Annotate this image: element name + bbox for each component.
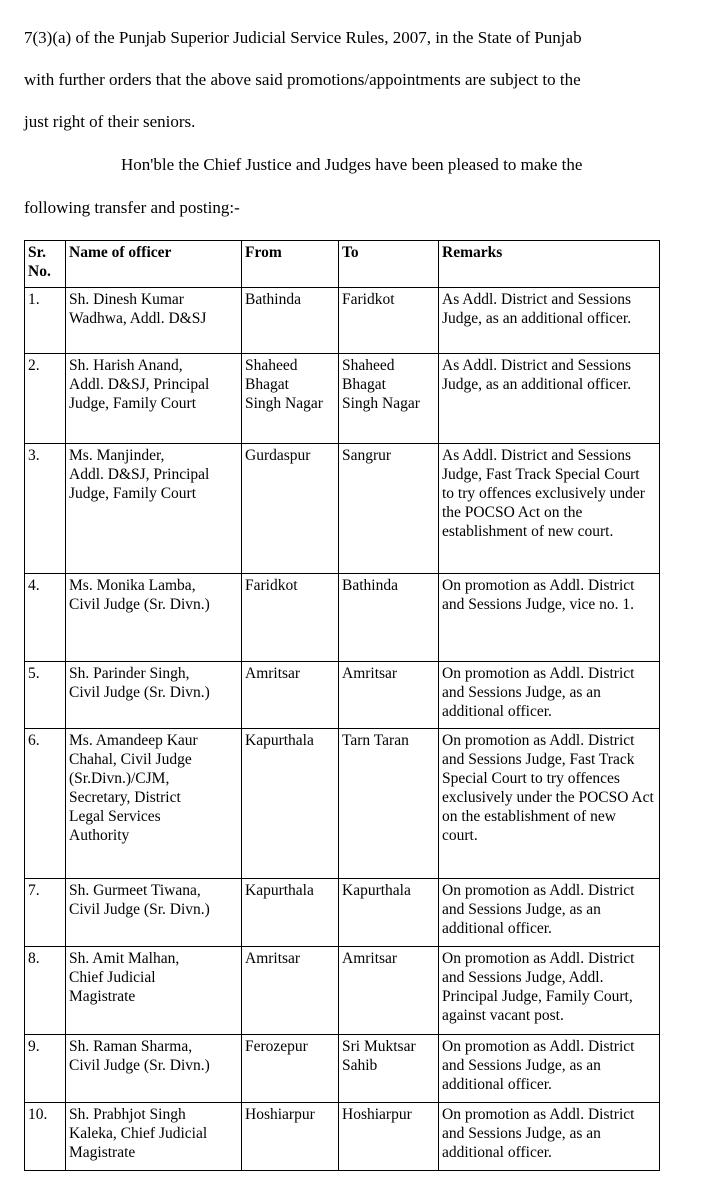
order-line-1: Hon'ble the Chief Justice and Judges have been pleased to make the: [121, 155, 583, 174]
cell-officer-name: [66, 1103, 242, 1171]
table-body: [25, 288, 660, 1171]
cell-line: Bathinda: [245, 291, 301, 308]
header-remarks: Remarks: [439, 241, 660, 288]
cell-line: Addl. D&SJ, Principal: [69, 466, 210, 483]
cell-from: [242, 947, 339, 1035]
cell-remarks: As Addl. District and Sessions Judge, Fast Track Special Court to try offences exclusively under the POCSO Act on the establishment of new court.: [439, 444, 660, 574]
cell-line: Judge, Family Court: [69, 485, 197, 502]
transfer-posting-table: [24, 240, 660, 1171]
cell-to: [339, 662, 439, 729]
cell-to: [339, 947, 439, 1035]
table-row: [25, 879, 660, 947]
cell-to: [339, 1035, 439, 1103]
cell-to: [339, 444, 439, 574]
cell-to: [339, 879, 439, 947]
cell-line: Singh Nagar: [342, 395, 420, 412]
cell-line: Kaleka, Chief Judicial: [69, 1125, 208, 1142]
cell-line: Kapurthala: [342, 882, 411, 899]
cell-line: Sh. Raman Sharma,: [69, 1038, 193, 1055]
intro-line-1: 7(3)(a) of the Punjab Superior Judicial Service Rules, 2007, in the State of Punjab: [24, 28, 582, 47]
header-name: Name of officer: [66, 241, 242, 288]
cell-to: [339, 354, 439, 444]
cell-line: Authority: [69, 827, 130, 844]
cell-line: Amritsar: [245, 665, 301, 682]
cell-line: Shaheed: [342, 357, 395, 374]
cell-line: Ms. Manjinder,: [69, 447, 165, 464]
cell-officer-name: [66, 947, 242, 1035]
cell-line: Amritsar: [342, 950, 398, 967]
header-from: From: [242, 241, 339, 288]
cell-line: Civil Judge (Sr. Divn.): [69, 684, 210, 701]
cell-from: [242, 574, 339, 662]
cell-sr-no: 1.: [25, 288, 66, 354]
table-row: [25, 1035, 660, 1103]
cell-sr-no: 3.: [25, 444, 66, 574]
cell-line: Singh Nagar: [245, 395, 323, 412]
cell-remarks: On promotion as Addl. District and Sessions Judge, as an additional officer.: [439, 1103, 660, 1171]
cell-officer-name: [66, 879, 242, 947]
cell-line: Legal Services: [69, 808, 161, 825]
cell-line: Sh. Dinesh Kumar: [69, 291, 184, 308]
cell-line: Wadhwa, Addl. D&SJ: [69, 310, 207, 327]
cell-remarks: On promotion as Addl. District and Sessions Judge, Fast Track Special Court to try offences exclusively under the POCSO Act on the establishment of new court.: [439, 729, 660, 879]
cell-line: Civil Judge (Sr. Divn.): [69, 596, 210, 613]
cell-line: Amritsar: [342, 665, 398, 682]
cell-line: Bathinda: [342, 577, 398, 594]
cell-line: Gurdaspur: [245, 447, 311, 464]
cell-line: Ms. Amandeep Kaur: [69, 732, 198, 749]
cell-line: Sh. Prabhjot Singh: [69, 1106, 186, 1123]
cell-line: Sh. Amit Malhan,: [69, 950, 180, 967]
cell-to: [339, 1103, 439, 1171]
cell-line: Hoshiarpur: [245, 1106, 315, 1123]
cell-line: Magistrate: [69, 1144, 136, 1161]
cell-line: Shaheed: [245, 357, 298, 374]
cell-remarks: As Addl. District and Sessions Judge, as an additional officer.: [439, 354, 660, 444]
table-row: [25, 729, 660, 879]
header-sr-no: [25, 241, 66, 288]
cell-sr-no: 7.: [25, 879, 66, 947]
cell-to: [339, 729, 439, 879]
table-row: [25, 354, 660, 444]
cell-line: (Sr.Divn.)/CJM,: [69, 770, 170, 787]
cell-line: Hoshiarpur: [342, 1106, 412, 1123]
cell-from: [242, 662, 339, 729]
cell-remarks: On promotion as Addl. District and Sessions Judge, vice no. 1.: [439, 574, 660, 662]
cell-officer-name: [66, 1035, 242, 1103]
cell-sr-no: 10.: [25, 1103, 66, 1171]
cell-line: Amritsar: [245, 950, 301, 967]
cell-line: Faridkot: [342, 291, 395, 308]
cell-line: Addl. D&SJ, Principal: [69, 376, 210, 393]
cell-from: [242, 1035, 339, 1103]
cell-line: Ms. Monika Lamba,: [69, 577, 196, 594]
header-to: To: [339, 241, 439, 288]
cell-from: [242, 879, 339, 947]
cell-line: Sh. Harish Anand,: [69, 357, 183, 374]
cell-line: Judge, Family Court: [69, 395, 197, 412]
cell-officer-name: [66, 662, 242, 729]
cell-line: Kapurthala: [245, 732, 314, 749]
table-row: [25, 288, 660, 354]
cell-line: Secretary, District: [69, 789, 181, 806]
cell-remarks: On promotion as Addl. District and Sessions Judge, as an additional officer.: [439, 662, 660, 729]
cell-line: Sangrur: [342, 447, 392, 464]
cell-line: Chahal, Civil Judge: [69, 751, 192, 768]
cell-to: [339, 288, 439, 354]
cell-officer-name: [66, 574, 242, 662]
table-row: [25, 444, 660, 574]
cell-sr-no: 2.: [25, 354, 66, 444]
cell-to: [339, 574, 439, 662]
header-sr-line2: No.: [28, 263, 51, 280]
table-row: [25, 662, 660, 729]
cell-line: Sri Muktsar: [342, 1038, 416, 1055]
intro-line-3: just right of their seniors.: [24, 112, 196, 131]
cell-line: Civil Judge (Sr. Divn.): [69, 901, 210, 918]
cell-line: Chief Judicial: [69, 969, 156, 986]
cell-officer-name: [66, 354, 242, 444]
cell-line: Bhagat: [245, 376, 289, 393]
cell-line: Bhagat: [342, 376, 386, 393]
cell-sr-no: 6.: [25, 729, 66, 879]
cell-line: Kapurthala: [245, 882, 314, 899]
cell-line: Sh. Gurmeet Tiwana,: [69, 882, 201, 899]
cell-sr-no: 8.: [25, 947, 66, 1035]
cell-from: [242, 1103, 339, 1171]
cell-remarks: As Addl. District and Sessions Judge, as an additional officer.: [439, 288, 660, 354]
cell-line: Sh. Parinder Singh,: [69, 665, 190, 682]
intro-line-2: with further orders that the above said promotions/appointments are subject to the: [24, 70, 581, 89]
cell-officer-name: [66, 729, 242, 879]
cell-line: Tarn Taran: [342, 732, 409, 749]
cell-line: Ferozepur: [245, 1038, 308, 1055]
cell-sr-no: 4.: [25, 574, 66, 662]
cell-line: Sahib: [342, 1057, 378, 1074]
cell-remarks: On promotion as Addl. District and Sessions Judge, as an additional officer.: [439, 1035, 660, 1103]
cell-line: Magistrate: [69, 988, 136, 1005]
order-line-2: following transfer and posting:-: [24, 198, 240, 217]
cell-remarks: On promotion as Addl. District and Sessions Judge, as an additional officer.: [439, 879, 660, 947]
table-row: [25, 1103, 660, 1171]
cell-sr-no: 5.: [25, 662, 66, 729]
cell-line: Civil Judge (Sr. Divn.): [69, 1057, 210, 1074]
table-row: [25, 947, 660, 1035]
cell-officer-name: [66, 288, 242, 354]
cell-sr-no: 9.: [25, 1035, 66, 1103]
cell-remarks: On promotion as Addl. District and Sessions Judge, Addl. Principal Judge, Family Court, against vacant post.: [439, 947, 660, 1035]
header-sr-line1: Sr.: [28, 244, 46, 261]
cell-line: Faridkot: [245, 577, 298, 594]
table-row: [25, 574, 660, 662]
cell-from: [242, 444, 339, 574]
cell-officer-name: [66, 444, 242, 574]
table-header-row: [25, 241, 660, 288]
cell-from: [242, 729, 339, 879]
cell-from: [242, 354, 339, 444]
cell-from: [242, 288, 339, 354]
